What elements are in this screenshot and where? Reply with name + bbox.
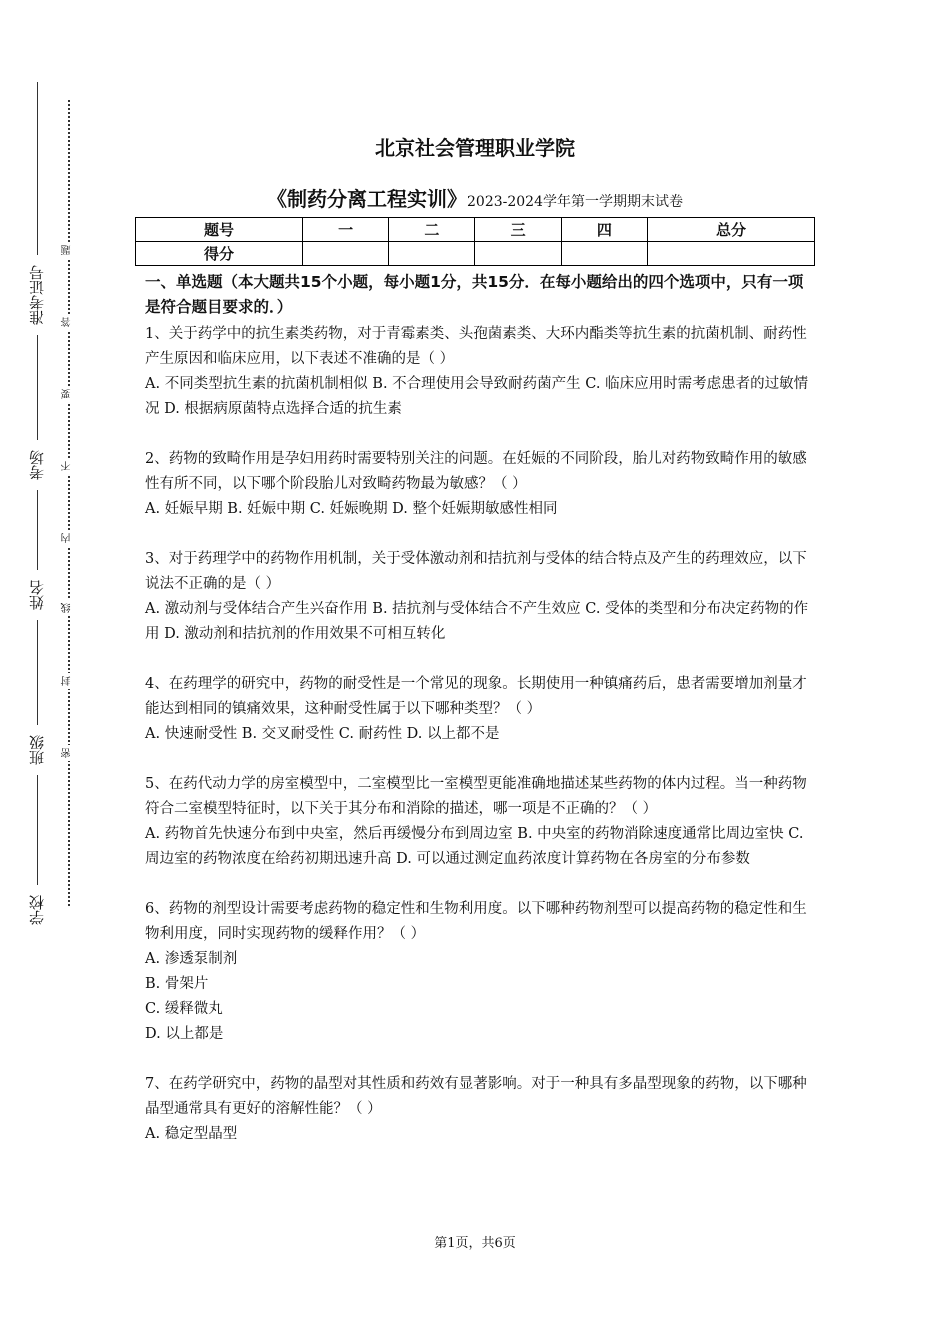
label-school: 学校 (22, 885, 52, 935)
seal-char: 要 (60, 386, 76, 402)
course-name: 《制药分离工程实训》 (267, 187, 467, 211)
term-text: 2023-2024学年第一学期期末试卷 (467, 194, 683, 210)
score-cell (389, 242, 475, 266)
question (145, 322, 813, 422)
question-text: 7、在药学研究中，药物的晶型对其性质和药效有显著影响。对于一种具有多晶型现象的药物，以下哪种晶型通常具有更好的溶解性能？（ ） (145, 1076, 807, 1117)
score-cell: 一 (303, 218, 389, 242)
score-cell: 题号 (136, 218, 303, 242)
question-option: B. 骨架片 (145, 976, 209, 992)
score-cell: 四 (561, 218, 647, 242)
question-text: 1、关于药学中的抗生素类药物，对于青霉素类、头孢菌素类、大环内酯类等抗生素的抗菌机制、耐药性产生原因和临床应用，以下表述不准确的是（ ） (145, 326, 807, 367)
question (145, 897, 813, 1047)
question-options: A. 不同类型抗生素的抗菌机制相似 B. 不合理使用会导致耐药菌产生 C. 临床应用时需考虑患者的过敏情况 D. 根据病原菌特点选择合适的抗生素 (145, 376, 809, 417)
score-cell: 得分 (136, 242, 303, 266)
question-option: A. 稳定型晶型 (145, 1126, 238, 1142)
question-text: 2、药物的致畸作用是孕妇用药时需要特别关注的问题。在妊娠的不同阶段，胎儿对药物致畸作用的敏感性有所不同，以下哪个阶段胎儿对致畸药物最为敏感？（ ） (145, 451, 807, 492)
page-footer: 第1页，共6页 (434, 1236, 516, 1251)
question-text: 3、对于药理学中的药物作用机制，关于受体激动剂和拮抗剂与受体的结合特点及产生的药理效应，以下说法不正确的是（ ） (145, 551, 807, 592)
question-option: A. 渗透泵制剂 (145, 951, 238, 967)
exam-title (0, 183, 950, 212)
label-name: 姓名 (22, 570, 52, 620)
score-table-score-row (136, 242, 815, 266)
question (145, 772, 813, 872)
score-cell: 二 (389, 218, 475, 242)
seal-char: 不 (60, 458, 76, 474)
score-cell (561, 242, 647, 266)
label-exam-room: 考场 (22, 440, 52, 490)
binding-dotted-line (68, 100, 70, 906)
question-option: C. 缓释微丸 (145, 1001, 223, 1017)
score-cell: 三 (475, 218, 561, 242)
question-options: A. 妊娠早期 B. 妊娠中期 C. 妊娠晚期 D. 整个妊娠期敏感性相同 (145, 501, 558, 517)
score-table (135, 217, 815, 266)
school-title: 北京社会管理职业学院 (375, 136, 575, 160)
question-options: A. 激动剂与受体结合产生兴奋作用 B. 拮抗剂与受体结合不产生效应 C. 受体的类型和分布决定药物的作用 D. 激动剂和拮抗剂的作用效果不可相互转化 (145, 601, 809, 642)
question-options: A. 快速耐受性 B. 交叉耐受性 C. 耐药性 D. 以上都不是 (145, 726, 500, 742)
score-cell (303, 242, 389, 266)
question (145, 672, 813, 747)
question-option: D. 以上都是 (145, 1026, 224, 1042)
question (145, 547, 813, 647)
seal-char: 题 (60, 242, 76, 258)
label-class: 班级 (22, 725, 52, 775)
label-exam-number: 准考证号 (22, 255, 52, 335)
question-options: A. 药物首先快速分布到中央室，然后再缓慢分布到周边室 B. 中央室的药物消除速度通常比周边室快 C. 周边室的药物浓度在给药初期迅速升高 D. 可以通过测定血药浓度计算药物在各房室的分布参数 (145, 826, 804, 867)
question-text: 4、在药理学的研究中，药物的耐受性是一个常见的现象。长期使用一种镇痛药后，患者需要增加剂量才能达到相同的镇痛效果，这种耐受性属于以下哪种类型？（ ） (145, 676, 807, 717)
seal-char: 答 (60, 314, 76, 330)
question (145, 447, 813, 522)
score-cell (647, 242, 814, 266)
seal-char: 封 (60, 673, 76, 689)
exam-content (145, 270, 813, 1172)
score-table-header-row (136, 218, 815, 242)
question (145, 1072, 813, 1147)
score-cell: 总分 (647, 218, 814, 242)
question-text: 6、药物的剂型设计需要考虑药物的稳定性和生物利用度。以下哪种药物剂型可以提高药物的稳定性和生物利用度，同时实现药物的缓释作用？（ ） (145, 901, 807, 942)
seal-char: 线 (60, 600, 76, 616)
score-cell (475, 242, 561, 266)
question-text: 5、在药代动力学的房室模型中，二室模型比一室模型更能准确地描述某些药物的体内过程。当一种药物符合二室模型特征时，以下关于其分布和消除的描述，哪一项是不正确的？（ ） (145, 776, 807, 817)
seal-char: 内 (60, 530, 76, 546)
section-title: 一、单选题（本大题共15个小题，每小题1分，共15分．在每小题给出的四个选项中，只有一项是符合题目要求的．） (145, 273, 804, 316)
seal-char: 密 (60, 745, 76, 761)
